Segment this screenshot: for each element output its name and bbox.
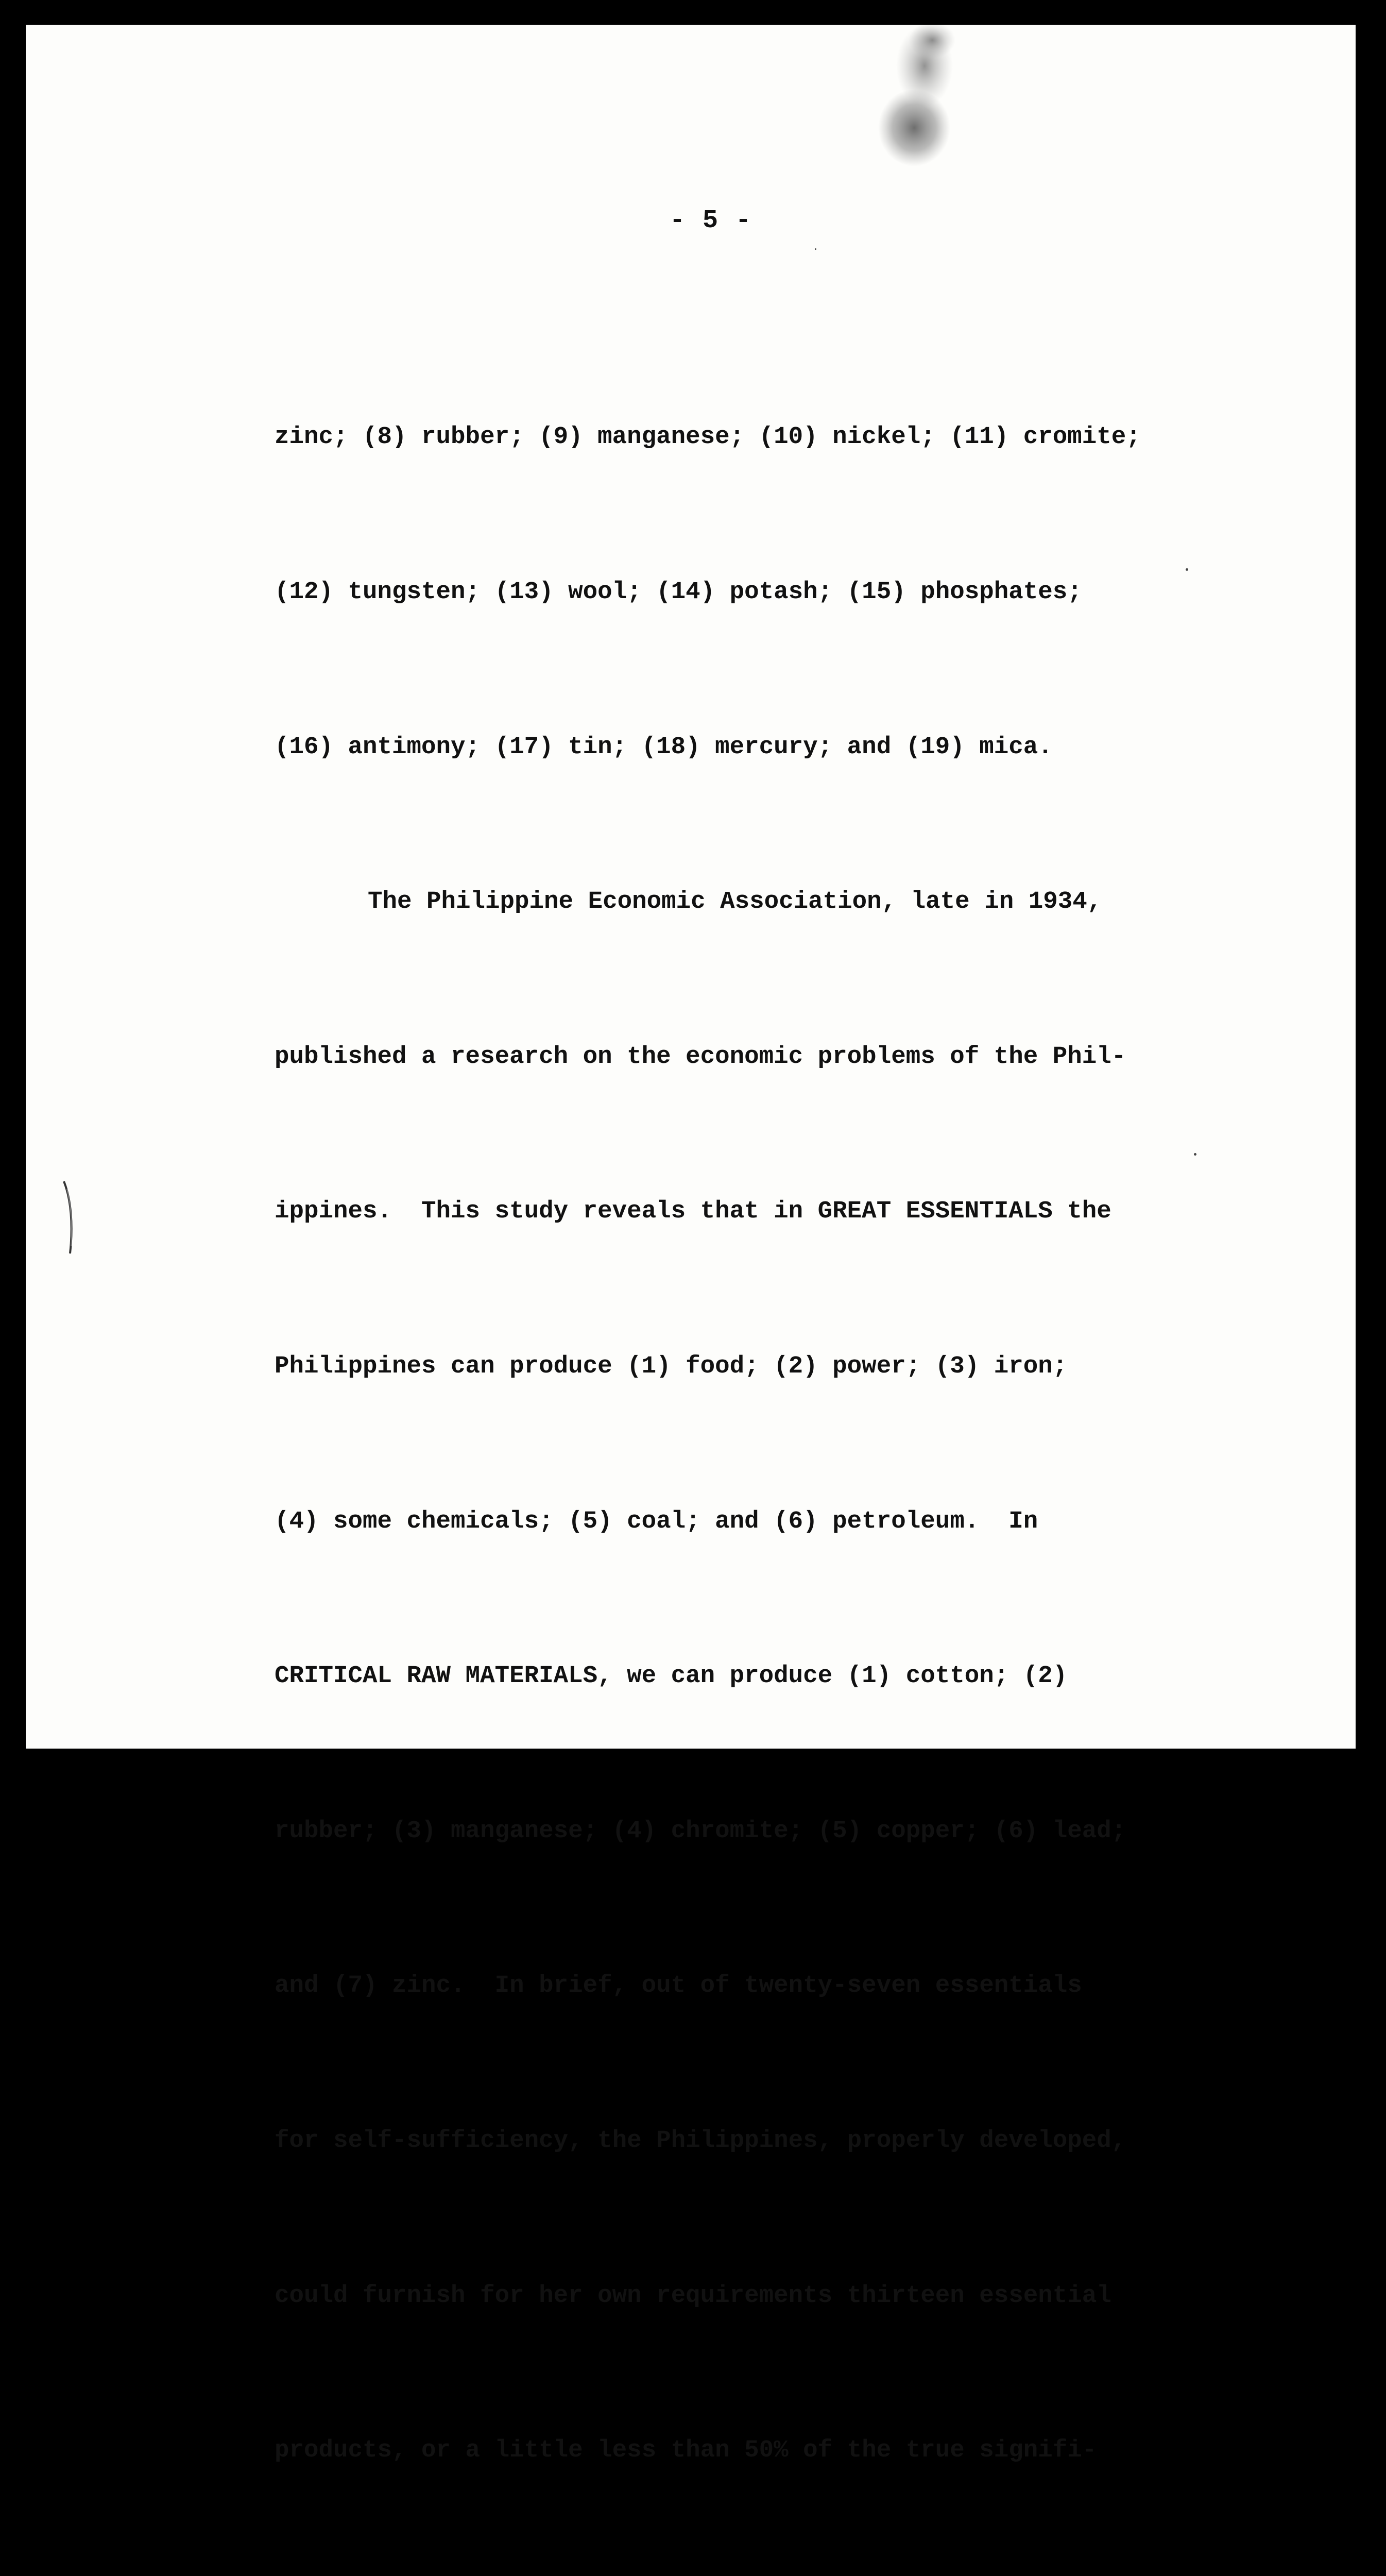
text-line: (16) antimony; (17) tin; (18) mercury; and (19) mica. bbox=[275, 733, 1053, 761]
body-text bbox=[275, 308, 1222, 2576]
text-line: ippines. This study reveals that in GREAT ESSENTIALS the bbox=[275, 1197, 1111, 1226]
text-line: products, or a little less than 50% of the true signifi- bbox=[275, 2436, 1097, 2465]
edge-mark bbox=[60, 1179, 80, 1256]
text-line: could furnish for her own requirements thirteen essential bbox=[275, 2281, 1111, 2310]
speck bbox=[815, 248, 816, 250]
text-line: and (7) zinc. In brief, out of twenty-seven essentials bbox=[275, 1972, 1082, 2000]
paragraph-start-line: The Philippine Economic Association, late in 1934, bbox=[368, 888, 1102, 916]
text-line: (4) some chemicals; (5) coal; and (6) petroleum. In bbox=[275, 1507, 1038, 1535]
text-line: (12) tungsten; (13) wool; (14) potash; (15) phosphates; bbox=[275, 578, 1082, 606]
page-number: - 5 - bbox=[670, 206, 752, 235]
text-line: for self-sufficiency, the Philippines, properly developed, bbox=[275, 2126, 1126, 2155]
text-line: CRITICAL RAW MATERIALS, we can produce (1) cotton; (2) bbox=[275, 1662, 1068, 1690]
text-line: published a research on the economic problems of the Phil- bbox=[275, 1042, 1126, 1071]
text-line: Philippines can produce (1) food; (2) power; (3) iron; bbox=[275, 1352, 1068, 1380]
ink-smudge bbox=[870, 25, 973, 179]
text-line: zinc; (8) rubber; (9) manganese; (10) nickel; (11) cromite; bbox=[275, 423, 1141, 451]
text-line: rubber; (3) manganese; (4) chromite; (5) copper; (6) lead; bbox=[275, 1817, 1126, 1845]
